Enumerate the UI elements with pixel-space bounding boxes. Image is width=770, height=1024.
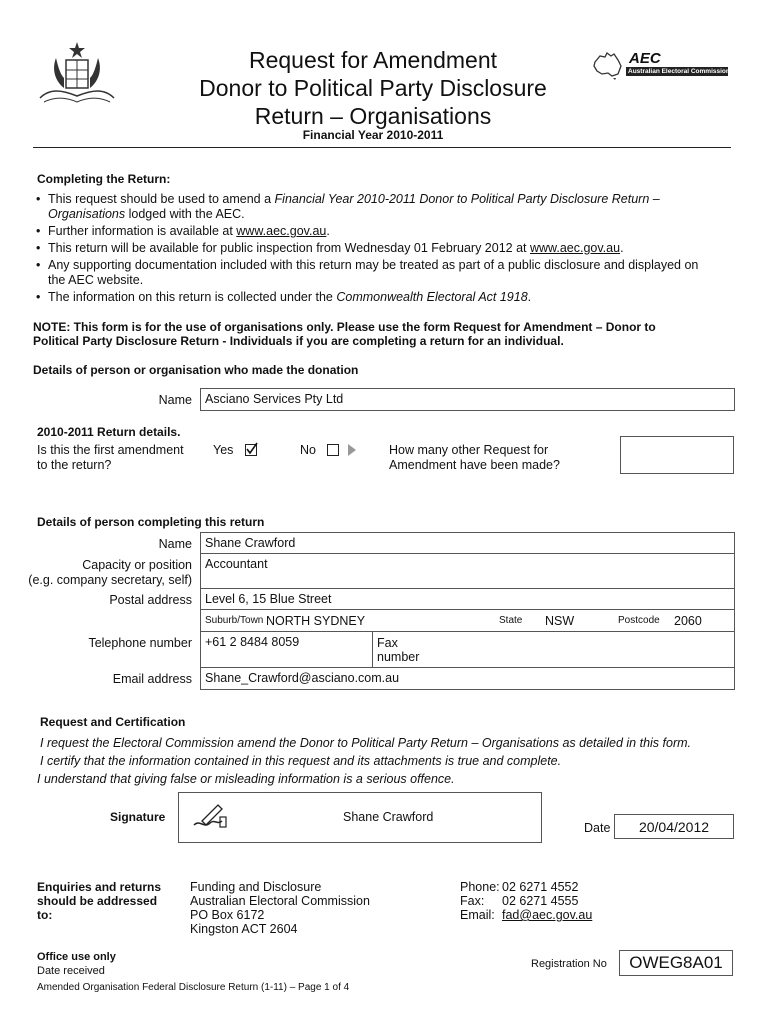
postcode-field[interactable]: 2060 xyxy=(674,614,702,628)
state-label: State xyxy=(499,615,523,626)
aec-logo xyxy=(592,48,732,82)
pen-signing-icon xyxy=(192,803,228,836)
no-label: No xyxy=(300,443,316,457)
first-amendment-question-line1: Is this the first amendment xyxy=(37,443,184,457)
bullet-item: • The information on this return is collected under the Commonwealth Electoral Act 1918. xyxy=(34,290,734,305)
signature-name: Shane Crawford xyxy=(343,810,434,824)
completing-bullet-list xyxy=(34,192,734,307)
address-line4: Kingston ACT 2604 xyxy=(190,922,298,936)
capacity-hint: (e.g. company secretary, self) xyxy=(28,573,192,587)
donor-heading: Details of person or organisation who made the donation xyxy=(33,363,359,377)
date-label: Date xyxy=(584,821,611,835)
other-amendments-field[interactable] xyxy=(620,436,734,474)
suburb-label: Suburb/Town xyxy=(205,615,264,626)
donor-name-label: Name xyxy=(158,393,192,407)
contact-phone-label: Phone: xyxy=(460,880,500,894)
suburb-field[interactable]: NORTH SYDNEY xyxy=(266,614,366,628)
bullet-item: • Further information is available at www.aec.gov.au. xyxy=(34,224,734,239)
postcode-label: Postcode xyxy=(618,615,660,626)
first-amendment-question-line2: to the return? xyxy=(37,458,112,472)
page-title-line2: Donor to Political Party Disclosure xyxy=(199,75,547,101)
completer-heading: Details of person completing this return xyxy=(37,515,265,529)
certification-line2: I certify that the information contained in this request and its attachments is true and complete. xyxy=(40,754,562,768)
postal-address-field[interactable]: Level 6, 15 Blue Street xyxy=(200,588,735,610)
certification-line3: I understand that giving false or misleading information is a serious offence. xyxy=(37,772,455,786)
email-label: Email address xyxy=(112,672,192,686)
yes-option[interactable] xyxy=(213,443,257,457)
address-line2: Australian Electoral Commission xyxy=(190,894,370,908)
page-title-line3: Return – Organisations xyxy=(254,103,492,129)
postal-address-label: Postal address xyxy=(109,593,192,607)
bullet-item: • This return will be available for public inspection from Wednesday 01 February 2012 at www.aec.gov.au. xyxy=(34,241,734,256)
other-amendments-question-line1: How many other Request for xyxy=(389,443,549,457)
contact-fax-label: Fax: xyxy=(460,894,485,908)
enquiries-label-line3: to: xyxy=(37,908,53,922)
certification-line1: I request the Electoral Commission amend the Donor to Political Party Return – Organisations as detailed in this form. xyxy=(40,736,692,750)
yes-label: Yes xyxy=(213,443,234,457)
registration-no-label: Registration No xyxy=(531,958,607,970)
capacity-label: Capacity or position xyxy=(82,558,192,572)
fax-field[interactable] xyxy=(372,631,735,668)
contact-email-link[interactable]: fad@aec.gov.au xyxy=(502,908,593,922)
email-field[interactable]: Shane_Crawford@asciano.com.au xyxy=(200,667,735,690)
telephone-label: Telephone number xyxy=(88,636,192,650)
arrow-right-icon xyxy=(346,443,358,462)
aec-logo-subtext: Australian Electoral Commission xyxy=(628,68,730,75)
bullet-item: • Any supporting documentation included with this return may be treated as part of a public disclosure and displayed on the AEC website. xyxy=(34,258,734,288)
enquiries-label-line2: should be addressed xyxy=(37,894,158,908)
footer-text: Amended Organisation Federal Disclosure Return (1-11) – Page 1 of 4 xyxy=(37,982,350,993)
address-line1: Funding and Disclosure xyxy=(190,880,322,894)
bullet-item: • This request should be used to amend a Financial Year 2010-2011 Donor to Political Party Disclosure Return – Organisations lodged with the AEC. xyxy=(34,192,734,222)
date-field[interactable]: 20/04/2012 xyxy=(614,814,734,839)
fax-label-line1: Fax xyxy=(377,636,398,650)
completer-name-field[interactable]: Shane Crawford xyxy=(200,532,735,554)
no-option[interactable] xyxy=(300,443,339,457)
header-divider xyxy=(33,147,731,148)
date-received-label: Date received xyxy=(37,965,105,977)
capacity-field[interactable]: Accountant xyxy=(200,553,735,589)
return-details-heading: 2010-2011 Return details. xyxy=(37,425,181,439)
contact-email-label: Email: xyxy=(460,908,495,922)
financial-year: Financial Year 2010-2011 xyxy=(302,128,444,142)
donor-name-field[interactable]: Asciano Services Pty Ltd xyxy=(200,388,735,411)
enquiries-label-line1: Enquiries and returns xyxy=(37,880,162,894)
registration-no-field: OWEG8A01 xyxy=(619,950,733,976)
note-line1: NOTE: This form is for the use of organisations only. Please use the form Request for Amendment – Donor to xyxy=(33,320,656,334)
telephone-field[interactable]: +61 2 8484 8059 xyxy=(200,631,373,668)
certification-heading: Request and Certification xyxy=(40,715,186,729)
note-line2: Political Party Disclosure Return - Individuals if you are completing a return for an individual. xyxy=(33,334,564,348)
yes-checkbox-checked[interactable] xyxy=(245,444,257,456)
signature-label: Signature xyxy=(110,810,166,824)
coat-of-arms-logo xyxy=(34,40,120,108)
aec-logo-text: AEC xyxy=(629,50,661,67)
australia-map-icon xyxy=(592,50,624,80)
office-use-heading: Office use only xyxy=(37,951,116,963)
other-amendments-question-line2: Amendment have been made? xyxy=(389,458,560,472)
fax-label-line2: number xyxy=(377,650,420,664)
aec-website-link[interactable]: www.aec.gov.au xyxy=(529,241,621,255)
address-line3: PO Box 6172 xyxy=(190,908,265,922)
completer-name-label: Name xyxy=(158,537,192,551)
page-title-line1: Request for Amendment xyxy=(248,47,498,73)
contact-phone-value: 02 6271 4552 xyxy=(502,880,579,894)
state-field[interactable]: NSW xyxy=(545,614,575,628)
completing-heading: Completing the Return: xyxy=(37,172,171,186)
contact-fax-value: 02 6271 4555 xyxy=(502,894,579,908)
aec-website-link[interactable]: www.aec.gov.au xyxy=(236,224,327,238)
no-checkbox[interactable] xyxy=(327,444,339,456)
